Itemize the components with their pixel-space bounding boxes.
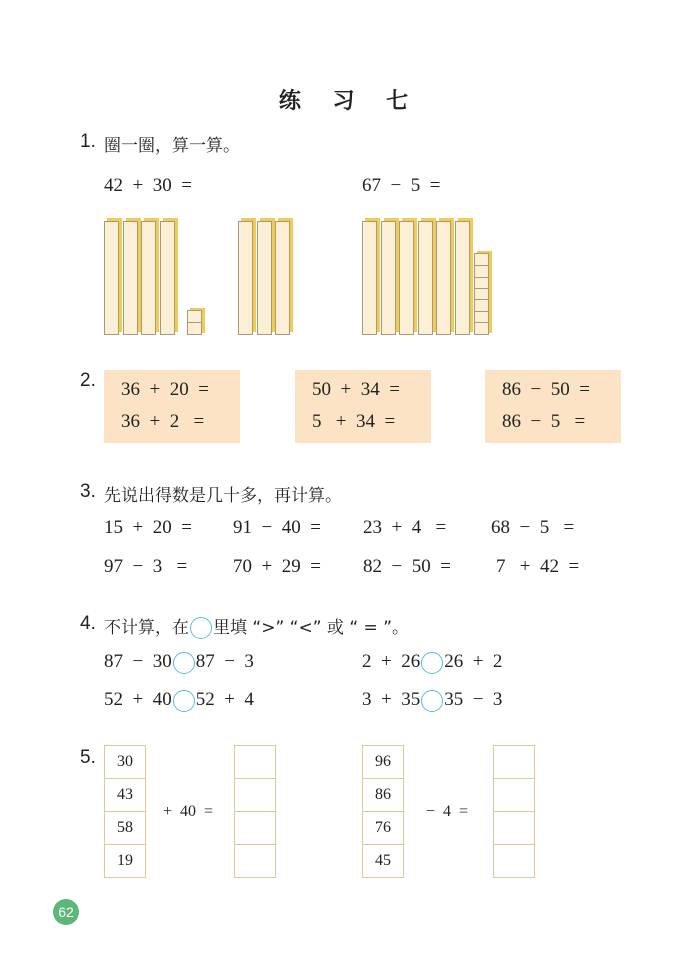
value-cell: 19 bbox=[117, 852, 133, 869]
ten-rod bbox=[455, 221, 470, 335]
one-cube bbox=[474, 287, 489, 300]
q2-equation: 50 + 34 = bbox=[312, 379, 400, 400]
answer-cell[interactable] bbox=[235, 746, 275, 779]
q4-right-expr: 87 − 3 bbox=[195, 651, 254, 672]
q5-left-answers bbox=[234, 745, 276, 878]
value-cell: 43 bbox=[105, 779, 145, 812]
answer-cell[interactable] bbox=[235, 845, 275, 877]
q2-box-2 bbox=[295, 370, 431, 443]
value-cell: 58 bbox=[105, 812, 145, 845]
q3-equation: 97 − 3 = bbox=[104, 556, 188, 577]
q4-left-expr: 52 + 40 bbox=[104, 689, 172, 710]
q2-equation: 86 − 50 = bbox=[502, 379, 590, 400]
value-cell: 45 bbox=[375, 852, 391, 869]
value-cell: 30 bbox=[105, 746, 145, 779]
one-cube bbox=[474, 253, 489, 266]
q3-instruction: 先说出得数是几十多，再计算。 bbox=[104, 486, 342, 506]
page-title: 练 习 七 bbox=[278, 89, 421, 114]
q4-text-a: 不计算，在 bbox=[104, 618, 189, 638]
compare-circle[interactable] bbox=[173, 652, 195, 674]
answer-cell[interactable] bbox=[494, 779, 534, 812]
q2-equation: 86 − 5 = bbox=[502, 411, 586, 432]
value-cell: 96 bbox=[363, 746, 403, 779]
q3-equation: 82 − 50 = bbox=[363, 556, 451, 577]
compare-circle[interactable] bbox=[421, 652, 443, 674]
q4-comparison bbox=[362, 689, 502, 712]
compare-circle[interactable] bbox=[421, 690, 443, 712]
q5-right-inputs bbox=[362, 745, 404, 878]
q2-equation: 36 + 2 = bbox=[121, 411, 205, 432]
q4-comparison bbox=[104, 689, 254, 712]
q5-right-answers bbox=[493, 745, 535, 878]
circle-icon bbox=[190, 617, 212, 639]
q2-equation: 5 + 34 = bbox=[312, 411, 396, 432]
answer-cell[interactable] bbox=[235, 779, 275, 812]
q1-equation-2: 67 − 5 = bbox=[362, 175, 441, 196]
q4-comparison bbox=[362, 651, 502, 674]
page-number-badge: 62 bbox=[53, 899, 79, 925]
ten-rod bbox=[275, 221, 290, 335]
q5-left-inputs bbox=[104, 745, 146, 878]
ten-rod bbox=[418, 221, 433, 335]
one-cube bbox=[474, 299, 489, 312]
ten-rod bbox=[436, 221, 451, 335]
q1-instruction: 圈一圈，算一算。 bbox=[104, 136, 240, 156]
answer-cell[interactable] bbox=[494, 746, 534, 779]
q3-equation: 7 + 42 = bbox=[496, 556, 580, 577]
one-cube bbox=[474, 322, 489, 335]
one-cube bbox=[187, 310, 202, 323]
one-cube bbox=[474, 276, 489, 289]
q3-equation: 70 + 29 = bbox=[233, 556, 321, 577]
ten-rod bbox=[160, 221, 175, 335]
q4-comparison bbox=[104, 651, 254, 674]
one-cube bbox=[474, 265, 489, 278]
q2-number: 2. bbox=[80, 370, 96, 391]
q4-left-expr: 2 + 26 bbox=[362, 651, 421, 672]
q2-box-1 bbox=[104, 370, 240, 443]
one-cube bbox=[474, 310, 489, 323]
q3-number: 3. bbox=[80, 481, 96, 502]
q4-right-expr: 35 − 3 bbox=[444, 689, 503, 710]
q5-right-operation: − 4 = bbox=[426, 803, 469, 820]
q3-equation: 68 − 5 = bbox=[491, 517, 575, 538]
q5-number: 5. bbox=[80, 747, 96, 768]
ten-rod bbox=[238, 221, 253, 335]
ten-rod bbox=[399, 221, 414, 335]
value-cell: 76 bbox=[363, 812, 403, 845]
q4-left-expr: 87 − 30 bbox=[104, 651, 172, 672]
ten-rod bbox=[381, 221, 396, 335]
answer-cell[interactable] bbox=[235, 812, 275, 845]
q3-equation: 91 − 40 = bbox=[233, 517, 321, 538]
ten-rod bbox=[141, 221, 156, 335]
q4-instruction bbox=[104, 613, 409, 639]
q4-right-expr: 52 + 4 bbox=[195, 689, 254, 710]
q3-equation: 23 + 4 = bbox=[363, 517, 447, 538]
compare-circle[interactable] bbox=[173, 690, 195, 712]
q4-number: 4. bbox=[80, 613, 96, 634]
value-cell: 86 bbox=[363, 779, 403, 812]
ten-rod bbox=[104, 221, 119, 335]
one-cube bbox=[187, 322, 202, 335]
answer-cell[interactable] bbox=[494, 845, 534, 877]
ten-rod bbox=[123, 221, 138, 335]
q4-right-expr: 26 + 2 bbox=[444, 651, 503, 672]
ten-rod bbox=[257, 221, 272, 335]
q2-equation: 36 + 20 = bbox=[121, 379, 209, 400]
ten-rod bbox=[362, 221, 377, 335]
q3-equation: 15 + 20 = bbox=[104, 517, 192, 538]
answer-cell[interactable] bbox=[494, 812, 534, 845]
q1-equation-1: 42 + 30 = bbox=[104, 175, 192, 196]
q1-number: 1. bbox=[80, 131, 96, 152]
q4-text-b: 里填 “>” “<” 或 “ = ”。 bbox=[213, 618, 409, 638]
q4-left-expr: 3 + 35 bbox=[362, 689, 421, 710]
q5-left-operation: + 40 = bbox=[163, 803, 214, 820]
q2-box-3 bbox=[485, 370, 621, 443]
